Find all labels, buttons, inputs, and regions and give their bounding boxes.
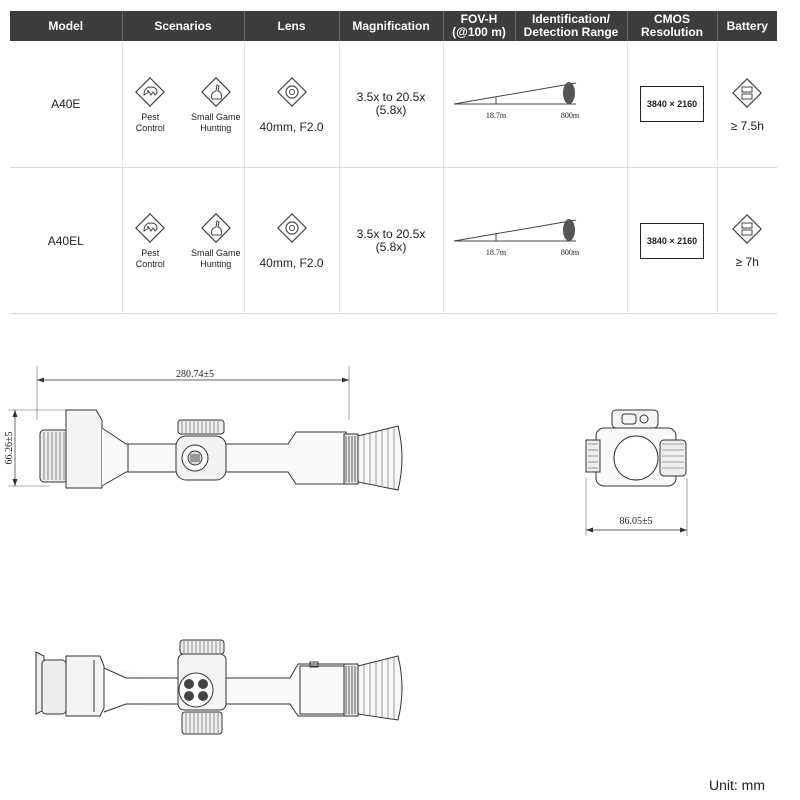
magnification-value: 3.5x to 20.5x (5.8x) [356,226,426,254]
magnification-value: 3.5x to 20.5x (5.8x) [356,90,426,117]
header-scenarios: Scenarios [122,11,244,41]
resolution-badge: 3840 × 2160 [640,86,704,122]
header-range: Identification/ Detection Range [515,11,627,41]
width-dimension-label: 86.05±5 [619,516,653,527]
detection-range-label: 800m [560,111,579,120]
resolution-badge: 3840 × 2160 [640,223,704,259]
header-model: Model [10,11,122,41]
height-dimension-label: 66.26±5 [4,431,15,465]
header-fov: FOV-H (@100 m) [443,11,515,41]
header-battery: Battery [717,11,777,41]
scenario-label: Pest Control [135,248,165,269]
detection-range-label: 800m [560,247,579,257]
battery-value: ≥ 7h [735,255,759,269]
scenario-label: Small Game Hunting [190,248,241,269]
header-cmos: CMOS Resolution [627,11,717,41]
header-lens: Lens [244,11,339,41]
scope-side-view [8,366,402,490]
scenario-label: Pest Control [135,111,165,133]
scope-top-view [36,640,402,734]
identification-range-label: 18.7m [485,247,506,257]
lens-value: 40mm, F2.0 [259,256,324,270]
length-dimension-label: 280.74±5 [176,369,214,380]
unit-label: Unit: mm [709,777,765,793]
model-cell: A40E [10,41,122,168]
lens-value: 40mm, F2.0 [259,119,324,134]
battery-value: ≥ 7.5h [730,118,764,133]
model-cell: A40EL [10,168,122,314]
identification-range-label: 18.7m [485,111,506,120]
scenario-label: Small Game Hunting [190,111,241,133]
header-magnification: Magnification [339,11,443,41]
